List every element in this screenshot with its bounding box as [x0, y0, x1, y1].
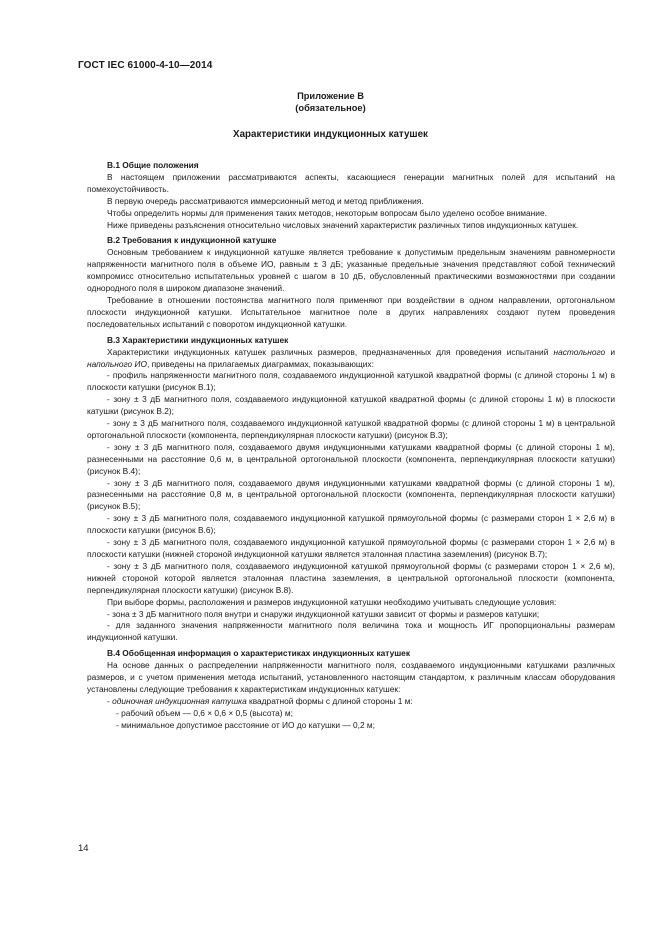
list-item: - зону ± 3 дБ магнитного поля, создаваемого индукционной катушкой квадратной формы (с длиной стороны 1 м) в центральной ортогональной плоскости (компонента, перпендикулярная плоскости катушки) (рисунок В.3);	[87, 418, 615, 440]
list-item: - зону ± 3 дБ магнитного поля, создаваемого индукционной катушкой прямоугольной формы (с размерами сторон 1 × 2,6 м) в плоскости катушки (рисунок В.6);	[87, 513, 615, 536]
paragraph: В первую очередь рассматриваются иммерсионный метод и метод приближения.	[107, 195, 424, 206]
italic-term: напольного ИО	[87, 358, 147, 369]
italic-term: настольного	[553, 346, 606, 357]
list-item	[87, 696, 615, 708]
text-run: Характеристики индукционных катушек различных размеров, предназначенных для проведения испытаний	[107, 346, 554, 357]
paragraph	[87, 347, 615, 371]
text-run: и	[605, 346, 615, 357]
list-dash: -	[107, 695, 113, 706]
list-item: - зону ± 3 дБ магнитного поля, создаваемого двумя индукционными катушками квадратной формы (с длиной стороны 1 м), разнесенными на расстояние 0,6 м, в центральной ортогональной плоскости (компонента, перпендикулярная плоскости катушки) (рисунок В.4);	[87, 441, 615, 476]
italic-term: одиночная индукционная катушка	[112, 695, 247, 706]
section-b2-title: В.2 Требования к индукционной катушке	[107, 235, 277, 246]
paragraph: В настоящем приложении рассматриваются аспекты, касающиеся генерации магнитных полей для испытаний на помехоустойчивость.	[87, 171, 615, 194]
page-number: 14	[78, 843, 89, 854]
appendix-title: Приложение B	[297, 91, 364, 101]
appendix-body	[87, 160, 615, 732]
paragraph: Чтобы определить нормы для применения таких методов, некоторым вопросам было уделено особое внимание.	[107, 207, 547, 218]
paragraph: Ниже приведены разъяснения относительно числовых значений характеристик различных типов индукционных катушек.	[107, 219, 579, 230]
sub-list-item: - минимальное допустимое расстояние от ИО до катушки — 0,2 м;	[116, 719, 375, 730]
list-item: - профиль напряженности магнитного поля, создаваемого индукционной катушкой квадратной формы (с длиной стороны 1 м) в плоскости катушки (рисунок В.1);	[87, 370, 615, 393]
paragraph: Требование в отношении постоянства магнитного поля применяют при воздействии в одном направлении, ортогональном плоскости индукционной катушки. Испытательное магнитное поле в других направлениях создают путем проведения последовательных испытаний с поворотом индукционной катушки.	[87, 294, 615, 329]
text-run: квадратной формы с длиной стороны 1 м:	[246, 695, 413, 706]
section-b1-title: В.1 Общие положения	[107, 160, 199, 170]
paragraph: Основным требованием к индукционной катушке является требование к допустимым предельным значениям равномерности напряженности магнитного поля в объеме ИО, равным ± 3 дБ; указанные предельные значения представляют собой технический компромисс относительно испытательных уровней с шагом в 10 дБ, обусловленный практическими возможностями при создании однородного поля в широком диапазоне значений.	[87, 247, 615, 294]
list-item: - зона ± 3 дБ магнитного поля внутри и снаружи индукционной катушки зависит от формы и размеров катушки;	[107, 608, 540, 619]
section-b4-title: В.4 Обобщенная информация о характеристиках индукционных катушек	[107, 648, 410, 659]
list-item: - для заданного значения напряженности магнитного поля величина тока и мощность ИГ пропорциональны размерам индукционной катушки.	[87, 620, 615, 643]
appendix-status: (обязательное)	[295, 103, 366, 113]
list-item: - зону ± 3 дБ магнитного поля, создаваемого индукционной катушкой прямоугольной формы (с размерами сторон 1 × 2,6 м), нижней стороной которой является эталонная пластина заземления, в центральной ортогональной плоскости (компонента, перпендикулярная плоскости катушки) (рисунок В.8).	[87, 560, 615, 595]
document-code: ГОСТ IEC 61000-4-10—2014	[78, 60, 213, 71]
list-item: - зону ± 3 дБ магнитного поля, создаваемого двумя индукционными катушками квадратной формы (с длиной стороны 1 м), разнесенными на расстояние 0,8 м, в центральной ортогональной плоскости (компонента, перпендикулярная плоскости катушки) (рисунок В.5);	[87, 477, 615, 512]
appendix-heading: Характеристики индукционных катушек	[233, 129, 428, 140]
text-run: , приведены на прилагаемых диаграммах, показывающих:	[146, 358, 374, 369]
section-b3-title: В.3 Характеристики индукционных катушек	[107, 334, 289, 345]
sub-list-item: - рабочий объем — 0,6 × 0,6 × 0,5 (высота) м;	[116, 707, 293, 718]
list-item: - зону ± 3 дБ магнитного поля, создаваемого индукционной катушкой квадратной формы (с длиной стороны 1 м) в плоскости катушки (рисунок В.2);	[87, 394, 615, 417]
paragraph: При выборе формы, расположения и размеров индукционной катушки необходимо учитывать следующие условия:	[107, 596, 557, 607]
paragraph: На основе данных о распределении напряженности магнитного поля, создаваемого индукционными катушками различных размеров, и с учетом применения метода испытаний, установленного настоящим стандартом, к различным классам оборудования установлены следующие требования к характеристикам индукционных катушек:	[87, 660, 615, 694]
list-item: - зону ± 3 дБ магнитного поля, создаваемого индукционной катушкой прямоугольной формы (с размерами сторон 1 × 2,6 м) в плоскости катушки (нижней стороной индукционной катушки является эталонная пластина заземления) (рисунок В.7);	[87, 537, 615, 559]
